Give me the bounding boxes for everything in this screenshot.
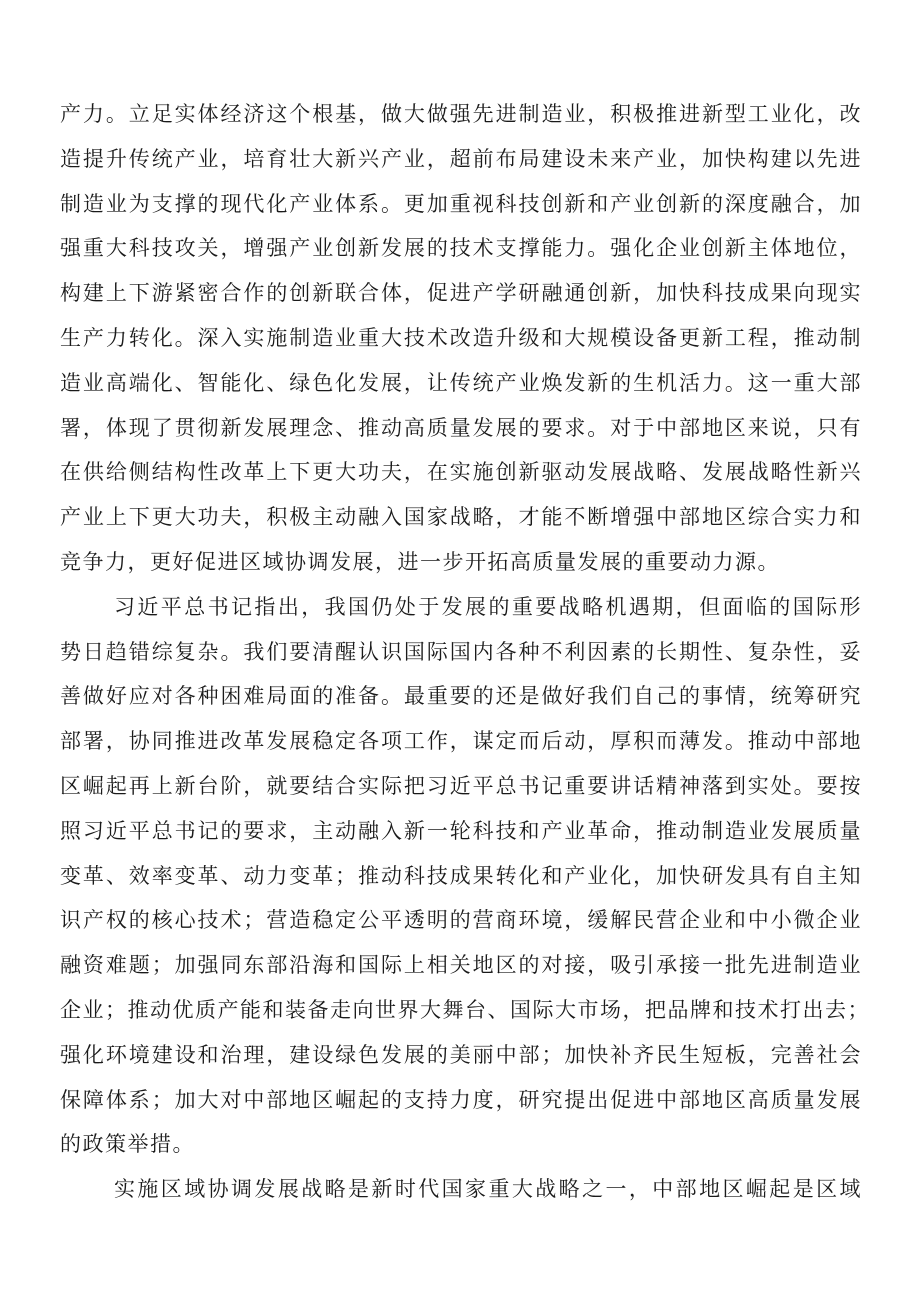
text-line: 产力。立足实体经济这个根基，做大做强先进制造业，积极推进新型工业化，改 bbox=[60, 102, 862, 126]
paragraph-3 bbox=[60, 1167, 862, 1212]
text-line: 制造业为支撑的现代化产业体系。更加重视科技创新和产业创新的深度融合，加 bbox=[60, 191, 862, 216]
text-line: 实施区域协调发展战略是新时代国家重大战略之一，中部地区崛起是区域 bbox=[114, 1177, 862, 1202]
text-line: 区崛起再上新台阶，就要结合实际把习近平总书记重要讲话精神落到实处。要按 bbox=[60, 773, 862, 798]
text-line: 照习近平总书记的要求，主动融入新一轮科技和产业革命，推动制造业发展质量 bbox=[60, 818, 862, 843]
text-line: 习近平总书记指出，我国仍处于发展的重要战略机遇期，但面临的国际形 bbox=[114, 594, 862, 619]
text-line: 生产力转化。深入实施制造业重大技术改造升级和大规模设备更新工程，推动制 bbox=[60, 325, 862, 350]
text-line: 变革、效率变革、动力变革；推动科技成果转化和产业化，加快研发具有自主知 bbox=[60, 863, 862, 888]
text-line: 企业；推动优质产能和装备走向世界大舞台、国际大市场，把品牌和技术打出去； bbox=[60, 997, 870, 1022]
text-line: 善做好应对各种困难局面的准备。最重要的还是做好我们自己的事情，统筹研究 bbox=[60, 684, 862, 709]
paragraph-2 bbox=[60, 585, 870, 1167]
text-line: 强化环境建设和治理，建设绿色发展的美丽中部；加快补齐民生短板，完善社会 bbox=[60, 1042, 862, 1067]
text-line: 造业高端化、智能化、绿色化发展，让传统产业焕发新的生机活力。这一重大部 bbox=[60, 370, 862, 395]
text-line: 强重大科技攻关，增强产业创新发展的技术支撑能力。强化企业创新主体地位， bbox=[60, 236, 862, 261]
text-line: 竞争力，更好促进区域协调发展，进一步开拓高质量发展的重要动力源。 bbox=[60, 549, 780, 574]
text-line: 在供给侧结构性改革上下更大功夫，在实施创新驱动发展战略、发展战略性新兴 bbox=[60, 460, 862, 485]
body-text bbox=[60, 92, 870, 1212]
text-line: 造提升传统产业，培育壮大新兴产业，超前布局建设未来产业，加快构建以先进 bbox=[60, 146, 862, 171]
text-line: 识产权的核心技术；营造稳定公平透明的营商环境，缓解民营企业和中小微企业 bbox=[60, 908, 862, 933]
text-line: 势日趋错综复杂。我们要清醒认识国际国内各种不利因素的长期性、复杂性，妥 bbox=[60, 639, 862, 664]
text-line: 的政策举措。 bbox=[60, 1132, 195, 1157]
text-line: 署，体现了贯彻新发展理念、推动高质量发展的要求。对于中部地区来说，只有 bbox=[60, 415, 862, 440]
text-line: 构建上下游紧密合作的创新联合体，促进产学研融通创新，加快科技成果向现实 bbox=[60, 281, 862, 306]
text-line: 保障体系；加大对中部地区崛起的支持力度，研究提出促进中部地区高质量发展 bbox=[60, 1087, 862, 1112]
text-line: 融资难题；加强同东部沿海和国际上相关地区的对接，吸引承接一批先进制造业 bbox=[60, 953, 862, 978]
paragraph-1 bbox=[60, 92, 862, 585]
text-line: 产业上下更大功夫，积极主动融入国家战略，才能不断增强中部地区综合实力和 bbox=[60, 505, 862, 530]
text-line: 部署，协同推进改革发展稳定各项工作，谋定而后动，厚积而薄发。推动中部地 bbox=[60, 729, 862, 754]
